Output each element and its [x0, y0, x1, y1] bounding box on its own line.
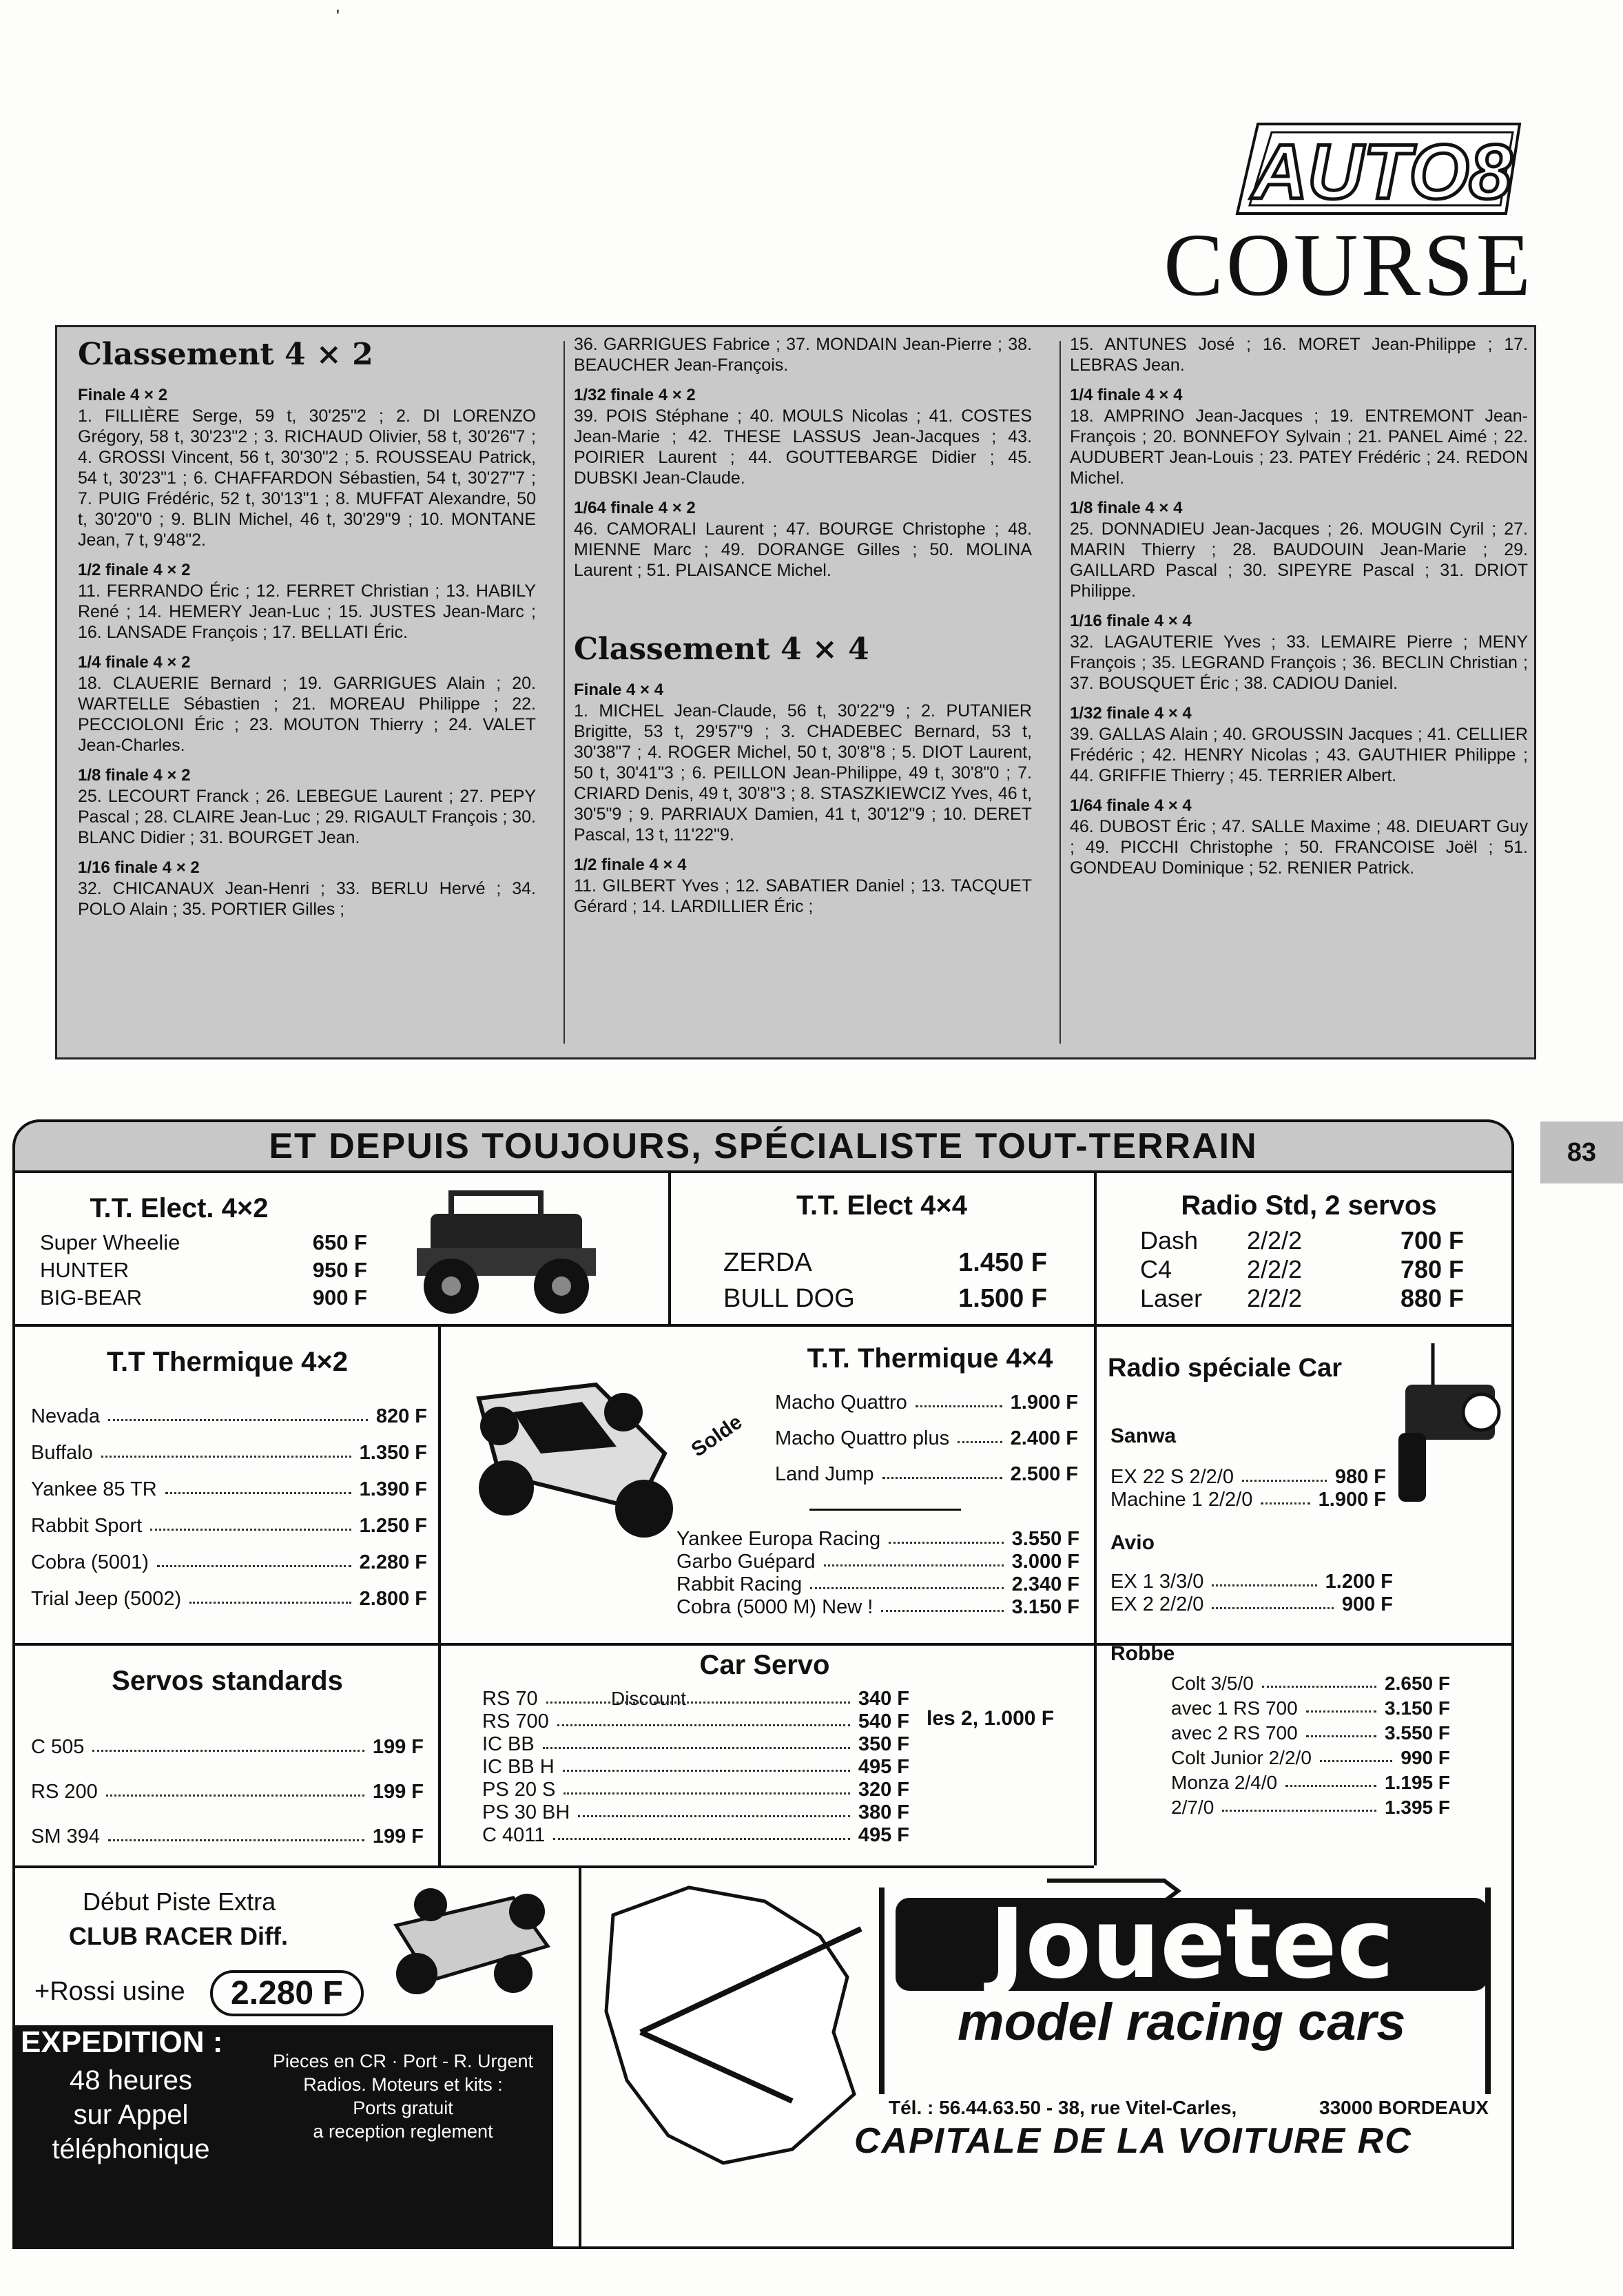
item-price: 199 F — [372, 1736, 424, 1758]
price-row — [775, 1463, 1078, 1486]
leader-dots — [882, 1463, 1002, 1479]
france-map-illustration — [586, 1874, 882, 2177]
price-row — [40, 1285, 367, 1310]
price-row — [1171, 1673, 1450, 1695]
item-name: Macho Quattro plus — [775, 1427, 950, 1449]
leader-dots — [101, 1442, 351, 1458]
leader-dots — [189, 1588, 351, 1604]
leader-dots — [1306, 1722, 1376, 1737]
price-row — [31, 1826, 424, 1848]
item-name: Cobra (5000 M) New ! — [676, 1596, 873, 1618]
brand-contact: Tél. : 56.44.63.50 - 38, rue Vitel-Carles, — [889, 2097, 1237, 2118]
price-row — [31, 1405, 427, 1428]
classement-heading: Classement 4 × 4 — [574, 632, 869, 667]
leader-dots — [1222, 1797, 1376, 1812]
item-price: 3.550 F — [1011, 1528, 1079, 1550]
results-text: 11. FERRANDO Éric ; 12. FERRET Christian ; 13. HABILY René ; 14. HEMERY Jean-Luc ; 15. JUSTES Jean-Marc ; 16. LANSADE François ; 17. BELLATI Éric. — [78, 581, 536, 642]
leader-dots — [553, 1824, 849, 1840]
price-row — [676, 1596, 1079, 1619]
results-text: 46. DUBOST Éric ; 47. SALLE Maxime ; 48. DIEUART Guy ; 49. PICCHI Christophe ; 50. FRANCOISE Joël ; 51. GONDEAU Dominique ; 52. RENIER Patrick. — [1070, 817, 1528, 878]
channels: 2/2/2 — [1247, 1284, 1303, 1312]
price-row — [31, 1588, 427, 1611]
price-row — [723, 1248, 1047, 1278]
price-row — [31, 1515, 427, 1538]
price-row — [1140, 1284, 1464, 1313]
tt-elect-4x4-title: T.T. Elect 4×4 — [796, 1190, 967, 1221]
price-row — [31, 1478, 427, 1501]
item-name: EX 22 S 2/2/0 — [1110, 1466, 1234, 1488]
price-row — [31, 1781, 424, 1803]
price-row — [775, 1392, 1078, 1414]
item-price: 3.150 F — [1385, 1697, 1450, 1719]
leader-dots — [165, 1478, 351, 1494]
results-column-3 — [1070, 334, 1528, 878]
item-name: Yankee 85 TR — [31, 1478, 157, 1500]
expedition-title: EXPEDITION : — [21, 2025, 223, 2059]
item-price: 2.800 F — [359, 1588, 427, 1610]
leader-dots — [1261, 1489, 1310, 1504]
ad-divider — [12, 1643, 1514, 1646]
item-price: 1.200 F — [1325, 1571, 1393, 1593]
results-text: 1. MICHEL Jean-Claude, 56 t, 30'22"9 ; 2. PUTANIER Brigitte, 53 t, 29'57"9 ; 3. CHADEBEC Bernard, 53 t, 30'38"7 ; 4. ROGER Michel, 50 t, 30'8"8 ; 5. DIOT Laurent, 50 t, 30'41"3 ; 6. PEILLON Jean-Philippe, 49 t, 30'8"0 ; 7. CRIARD Denis, 49 t, 30'8"3 ; 8. STASZKIEWCIZ Yves, 46 t, 30'5"9 ; 9. PARRIAUX Damien, 41 t, 30'12"9 ; 10. DERET Pascal, 13 t, 11'22"9. — [574, 701, 1032, 845]
price-row — [1140, 1255, 1464, 1284]
results-text: 25. DONNADIEU Jean-Jacques ; 26. MOUGIN Cyril ; 27. MARIN Thierry ; 28. BAUDOUIN Jean-Marie ; 29. GAILLARD Pascal ; 30. SIPEYRE Pascal ; 31. DRIOT Philippe. — [1070, 519, 1528, 601]
item-price: 320 F — [858, 1779, 909, 1801]
round-heading: 1/64 finale 4 × 4 — [1070, 796, 1192, 815]
item-name: Machine 1 2/2/0 — [1110, 1489, 1253, 1511]
results-text: 39. GALLAS Alain ; 40. GROUSSIN Jacques ; 41. CELLIER Frédéric ; 42. HENRY Nicolas ; 43. GAUTHIER Philippe ; 44. GRIFFIE Thierry ; 45. TERRIER Albert. — [1070, 725, 1528, 785]
channels: 2/2/2 — [1247, 1255, 1303, 1283]
item-name: Trial Jeep (5002) — [31, 1588, 182, 1610]
jouetec-logo-text: Jouetec — [989, 1888, 1394, 2000]
item-price: 3.150 F — [1011, 1596, 1079, 1618]
results-text: 18. CLAUERIE Bernard ; 19. GARRIGUES Alain ; 20. WARTELLE Sébastien ; 21. MOREAU Philippe ; 22. PECCIOLONI Éric ; 23. MOUTON Thierry ; 24. VALET Jean-Charles. — [78, 674, 536, 755]
results-column-1 — [78, 334, 536, 920]
expedition-l3: téléphonique — [52, 2134, 210, 2164]
auto8-logo — [1230, 117, 1533, 220]
item-price: 780 F — [1400, 1255, 1464, 1283]
column-divider — [1059, 341, 1061, 1044]
leader-dots — [108, 1826, 364, 1841]
tt-thermique-4x2-title: T.T Thermique 4×2 — [106, 1347, 349, 1377]
price-row — [31, 1736, 424, 1759]
item-price: 1.900 F — [1318, 1489, 1386, 1511]
brand-capital: CAPITALE DE LA VOITURE RC — [854, 2121, 1412, 2161]
leader-dots — [958, 1427, 1002, 1443]
price-row — [676, 1528, 1079, 1551]
item-price: 990 F — [1400, 1747, 1450, 1768]
item-name: Colt 3/5/0 — [1171, 1673, 1254, 1694]
channels: 2/2/2 — [1247, 1226, 1303, 1254]
column-divider — [564, 341, 565, 1044]
price-row — [482, 1756, 909, 1779]
robbe-label: Robbe — [1110, 1642, 1175, 1665]
leader-dots — [106, 1781, 364, 1797]
price-row — [1110, 1571, 1393, 1593]
leader-dots — [1212, 1593, 1333, 1609]
leader-dots — [1212, 1571, 1316, 1586]
classement-heading: Classement 4 × 2 — [78, 337, 373, 372]
leader-dots — [824, 1551, 1004, 1566]
results-text: 32. LAGAUTERIE Yves ; 33. LEMAIRE Pierre ; MENY François ; 35. LEGRAND François ; 36. BECLIN Christian ; 37. BOUSQUET Éric ; 38. CADIOU Daniel. — [1070, 632, 1528, 693]
round-heading: 1/32 finale 4 × 4 — [1070, 704, 1192, 723]
buggy-illustration — [458, 1371, 692, 1550]
club-line3: +Rossi usine — [34, 1977, 185, 2006]
radio-transmitter-illustration — [1385, 1343, 1502, 1509]
price-row — [1110, 1593, 1393, 1616]
item-name: Yankee Europa Racing — [676, 1528, 881, 1550]
price-row — [40, 1230, 367, 1255]
ad-divider — [12, 1324, 1514, 1327]
price-row — [1171, 1747, 1450, 1769]
leader-dots — [1262, 1673, 1376, 1688]
ad-banner: ET DEPUIS TOUJOURS, SPÉCIALISTE TOUT-TERRAIN — [12, 1119, 1514, 1173]
item-price: 1.390 F — [359, 1478, 427, 1500]
item-price: 1.450 F — [958, 1248, 1047, 1277]
tt-thermique-4x4-title: T.T. Thermique 4×4 — [807, 1343, 1053, 1374]
item-name: Dash — [1140, 1226, 1199, 1254]
radio-std-title: Radio Std, 2 servos — [1181, 1190, 1437, 1221]
auto8-logo-text: AUTO8 — [1252, 129, 1512, 215]
tt-elect-4x2-title: T.T. Elect. 4×2 — [90, 1193, 269, 1223]
les2-label: les 2, 1.000 F — [927, 1707, 1055, 1730]
item-price: 1.500 F — [958, 1284, 1047, 1313]
item-name: PS 30 BH — [482, 1801, 570, 1823]
price-row — [31, 1442, 427, 1465]
expedition-info4: a reception reglement — [313, 2121, 493, 2142]
brand-tagline: model racing cars — [958, 1993, 1406, 2051]
item-name: BIG-BEAR — [40, 1285, 143, 1310]
item-name: avec 1 RS 700 — [1171, 1697, 1298, 1719]
results-text: 15. ANTUNES José ; 16. MORET Jean-Philippe ; 17. LEBRAS Jean. — [1070, 335, 1528, 375]
results-text: 18. AMPRINO Jean-Jacques ; 19. ENTREMONT Jean-François ; 20. BONNEFOY Sylvain ; 21. PANEL Aimé ; 22. AUDUBERT Jean-Louis ; 23. PATEY Frédéric ; 24. REDON Michel. — [1070, 406, 1528, 488]
leader-dots — [1242, 1466, 1327, 1482]
item-price: 880 F — [1400, 1284, 1464, 1312]
item-price: 820 F — [375, 1405, 427, 1427]
ad-divider — [579, 1865, 581, 2249]
item-name: C4 — [1140, 1255, 1172, 1283]
expedition-info1: Pieces en CR · Port - R. Urgent — [272, 2051, 534, 2071]
item-name: Monza 2/4/0 — [1171, 1772, 1278, 1793]
results-text: 46. CAMORALI Laurent ; 47. BOURGE Christophe ; 48. MIENNE Marc ; 49. DORANGE Gilles ; 50. MOLINA Laurent ; 51. PLAISANCE Michel. — [574, 519, 1032, 580]
ad-divider — [12, 1865, 1094, 1868]
round-heading: 1/2 finale 4 × 4 — [574, 856, 687, 874]
avio-label: Avio — [1110, 1531, 1155, 1554]
item-name: Land Jump — [775, 1463, 874, 1485]
leader-dots — [916, 1392, 1002, 1407]
item-name: 2/7/0 — [1171, 1797, 1214, 1818]
item-price: 3.550 F — [1385, 1722, 1450, 1744]
club-price: 2.280 F — [210, 1970, 364, 2016]
price-row — [1171, 1722, 1450, 1744]
item-name: Garbo Guépard — [676, 1551, 816, 1573]
leader-dots — [557, 1710, 850, 1726]
ad-divider — [668, 1173, 671, 1324]
price-row — [482, 1824, 909, 1847]
item-price: 3.000 F — [1011, 1551, 1079, 1573]
price-row — [1171, 1797, 1450, 1819]
expedition-call — [21, 2063, 241, 2166]
results-text: 32. CHICANAUX Jean-Henri ; 33. BERLU Hervé ; 34. POLO Alain ; 35. PORTIER Gilles ; — [78, 879, 536, 919]
leader-dots — [810, 1573, 1004, 1589]
round-heading: 1/16 finale 4 × 4 — [1070, 612, 1192, 630]
item-price: 2.500 F — [1010, 1463, 1078, 1485]
item-price: 980 F — [1334, 1466, 1386, 1488]
item-name: avec 2 RS 700 — [1171, 1722, 1298, 1744]
item-price: 1.395 F — [1385, 1797, 1450, 1818]
item-price: 350 F — [858, 1733, 909, 1755]
item-price: 340 F — [858, 1688, 909, 1710]
item-name: EX 1 3/3/0 — [1110, 1571, 1204, 1593]
servos-title: Servos standards — [112, 1666, 343, 1696]
leader-dots — [546, 1688, 850, 1704]
round-heading: 1/16 finale 4 × 2 — [78, 858, 200, 877]
round-heading: 1/32 finale 4 × 2 — [574, 386, 696, 404]
round-heading: 1/2 finale 4 × 2 — [78, 561, 191, 579]
item-name: Rabbit Sport — [31, 1515, 143, 1537]
radio-car-title: Radio spéciale Car — [1108, 1354, 1343, 1383]
leader-dots — [150, 1515, 351, 1531]
price-row — [1140, 1226, 1464, 1255]
price-row — [1171, 1697, 1450, 1719]
club-line2: CLUB RACER Diff. — [69, 1922, 288, 1950]
item-name: PS 20 S — [482, 1779, 556, 1801]
leader-dots — [543, 1733, 850, 1749]
results-text: 25. LECOURT Franck ; 26. LEBEGUE Laurent ; 27. PEPY Pascal ; 28. CLAIRE Jean-Luc ; 29. RIGAULT François ; 30. BLANC Didier ; 31. BOURGET Jean. — [78, 787, 536, 847]
expedition-info2: Radios. Moteurs et kits : — [303, 2074, 503, 2095]
item-name: Laser — [1140, 1284, 1203, 1312]
round-heading: 1/4 finale 4 × 2 — [78, 653, 191, 672]
item-price: 650 F — [312, 1230, 367, 1254]
item-price: 199 F — [372, 1781, 424, 1803]
price-row — [723, 1284, 1047, 1314]
car-servo-title: Car Servo — [699, 1650, 830, 1680]
leader-dots — [1320, 1747, 1393, 1762]
round-heading: 1/8 finale 4 × 2 — [78, 766, 191, 785]
item-price: 2.280 F — [359, 1551, 427, 1573]
item-price: 900 F — [312, 1285, 367, 1310]
expedition-l2: sur Appel — [73, 2100, 189, 2130]
leader-dots — [564, 1779, 849, 1795]
item-price: 199 F — [372, 1826, 424, 1848]
item-name: SM 394 — [31, 1826, 100, 1848]
price-row — [31, 1551, 427, 1574]
solde-label: Solde — [687, 1410, 747, 1462]
item-price: 495 F — [858, 1824, 909, 1846]
expedition-l1: 48 heures — [70, 2065, 192, 2096]
leader-dots — [563, 1756, 850, 1772]
results-text: 1. FILLIÈRE Serge, 59 t, 30'25"2 ; 2. DI LORENZO Grégory, 58 t, 30'23"2 ; 3. RICHAUD Olivier, 58 t, 30'26"7 ; 4. GROSSI Vincent, 56 t, 30'30"2 ; 5. ROUSSEAU Patrick, 54 t, 30'23"1 ; 6. CHAFFARDON Sébastien, 54 t, 30'27"7 ; 7. PUIG Frédéric, 52 t, 30'13"1 ; 8. MUFFAT Alexandre, 50 t, 30'20"0 ; 9. BLIN Michel, 46 t, 30'29"9 ; 10. MONTANE Jean, 7 t, 9'48"2. — [78, 406, 536, 550]
round-heading: Finale 4 × 4 — [574, 681, 664, 699]
item-name: EX 2 2/2/0 — [1110, 1593, 1204, 1615]
page-number: 83 — [1540, 1121, 1623, 1183]
leader-dots — [108, 1405, 368, 1421]
ad-divider — [438, 1643, 441, 1865]
item-name: RS 700 — [482, 1710, 549, 1733]
item-name: Nevada — [31, 1405, 100, 1427]
item-price: 2.650 F — [1385, 1673, 1450, 1694]
item-price: 1.250 F — [359, 1515, 427, 1537]
ad-divider — [1094, 1173, 1097, 1865]
price-row — [1110, 1489, 1386, 1511]
item-price: 1.350 F — [359, 1442, 427, 1464]
page-mark: ' — [336, 6, 340, 26]
item-price: 2.340 F — [1011, 1573, 1079, 1595]
leader-dots — [92, 1736, 364, 1752]
price-row — [482, 1779, 909, 1801]
item-name: Super Wheelie — [40, 1230, 180, 1254]
racer-car-illustration — [375, 1870, 561, 2005]
price-row — [676, 1573, 1079, 1596]
item-name: Macho Quattro — [775, 1392, 907, 1414]
results-column-2 — [574, 334, 1032, 917]
item-name: Colt Junior 2/2/0 — [1171, 1747, 1312, 1768]
tt44-separator — [809, 1509, 961, 1511]
expedition-info — [255, 2049, 551, 2143]
expedition-info3: Ports gratuit — [353, 2098, 453, 2118]
leader-dots — [578, 1801, 849, 1817]
round-heading: 1/4 finale 4 × 4 — [1070, 386, 1183, 404]
item-name: Cobra (5001) — [31, 1551, 149, 1573]
item-price: 540 F — [858, 1710, 909, 1733]
logo-course-text: COURSE — [1164, 216, 1533, 315]
discount-label: Discount — [611, 1688, 686, 1709]
leader-dots — [157, 1551, 351, 1567]
item-name: Rabbit Racing — [676, 1573, 803, 1595]
leader-dots — [1306, 1697, 1376, 1713]
brand-city: 33000 BORDEAUX — [1319, 2097, 1489, 2118]
ad-divider — [438, 1324, 441, 1643]
item-name: Buffalo — [31, 1442, 93, 1464]
leader-dots — [1285, 1772, 1376, 1787]
jeep-illustration — [403, 1186, 610, 1321]
round-heading: 1/64 finale 4 × 2 — [574, 499, 696, 517]
price-row — [775, 1427, 1078, 1450]
item-name: IC BB — [482, 1733, 535, 1755]
price-row — [1171, 1772, 1450, 1794]
item-name: IC BB H — [482, 1756, 555, 1778]
item-name: HUNTER — [40, 1258, 130, 1282]
leader-dots — [881, 1596, 1003, 1612]
results-panel — [55, 325, 1536, 1059]
item-name: BULL DOG — [723, 1284, 855, 1313]
item-name: C 4011 — [482, 1824, 546, 1846]
results-text: 39. POIS Stéphane ; 40. MOULS Nicolas ; 41. COSTES Jean-Marie ; 42. THESE LASSUS Jean-Jacques ; 43. POIRIER Laurent ; 44. GOUTTEBARGE Didier ; 45. DUBSKI Jean-Claude. — [574, 406, 1032, 488]
item-name: RS 200 — [31, 1781, 98, 1803]
club-line1: Début Piste Extra — [83, 1888, 276, 1916]
leader-dots — [889, 1528, 1004, 1544]
item-price: 2.400 F — [1010, 1427, 1078, 1449]
price-row — [482, 1688, 909, 1710]
item-price: 700 F — [1400, 1226, 1464, 1254]
item-name: RS 70 — [482, 1688, 538, 1710]
results-text: 11. GILBERT Yves ; 12. SABATIER Daniel ; 13. TACQUET Gérard ; 14. LARDILLIER Éric ; — [574, 876, 1032, 916]
price-row — [1110, 1466, 1386, 1489]
sanwa-label: Sanwa — [1110, 1425, 1177, 1447]
item-price: 1.900 F — [1010, 1392, 1078, 1414]
price-row — [482, 1733, 909, 1756]
item-name: ZERDA — [723, 1248, 812, 1277]
price-row — [482, 1801, 909, 1824]
item-price: 950 F — [312, 1258, 367, 1282]
item-price: 900 F — [1341, 1593, 1393, 1615]
round-heading: 1/8 finale 4 × 4 — [1070, 499, 1183, 517]
item-price: 495 F — [858, 1756, 909, 1778]
round-heading: Finale 4 × 2 — [78, 386, 168, 404]
price-row — [676, 1551, 1079, 1573]
item-name: C 505 — [31, 1736, 85, 1758]
results-text: 36. GARRIGUES Fabrice ; 37. MONDAIN Jean-Pierre ; 38. BEAUCHER Jean-François. — [574, 335, 1032, 375]
jouetec-logo — [875, 1874, 1495, 2108]
price-row — [482, 1710, 909, 1733]
item-price: 1.195 F — [1385, 1772, 1450, 1793]
price-row — [40, 1258, 367, 1283]
item-price: 380 F — [858, 1801, 909, 1823]
